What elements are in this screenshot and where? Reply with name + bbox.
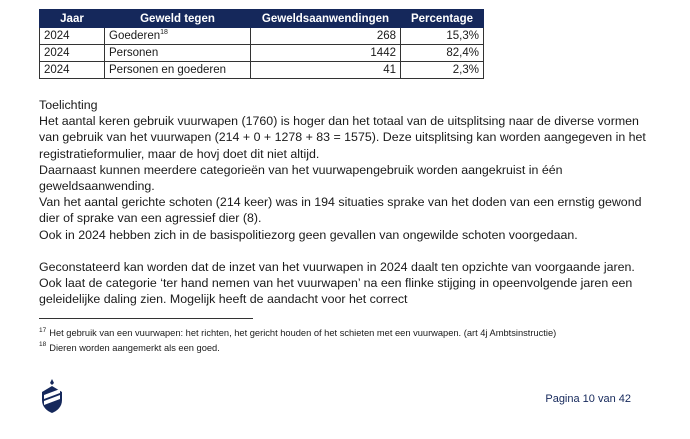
footnote-ref: 18 <box>160 29 168 37</box>
page-number: Pagina 10 van 42 <box>545 393 631 405</box>
footnotes <box>39 326 679 355</box>
footnote-text: Het gebruik van een vuurwapen: het richten, het gericht houden of het schieten met een vuurwapen. (art 4j Ambtsinstructie) <box>49 328 557 338</box>
header-geweldsaanwendingen: Geweldsaanwendingen <box>251 10 401 28</box>
cell-percentage: 82,4% <box>401 45 484 62</box>
paragraph: Ook in 2024 hebben zich in de basispolitiezorg geen gevallen van ongewilde schoten voorgedaan. <box>39 227 578 242</box>
footnote-number: 18 <box>39 341 47 349</box>
cell-aanwendingen: 1442 <box>251 45 401 62</box>
paragraph: Geconstateerd kan worden dat de inzet van het vuurwapen in 2024 daalt ten opzichte van voorgaande jaren. Ook laat de categorie ‘ter hand nemen van het vuurwapen’ na een flinke stijging in opeenvolgende jaren een geleidelijke daling zien. Mogelijk heeft de aandacht voor het correct <box>39 259 635 307</box>
table-header-row <box>40 10 484 28</box>
table-row <box>40 28 484 45</box>
header-geweld-tegen: Geweld tegen <box>105 10 251 28</box>
body-text <box>39 97 659 307</box>
table-row <box>40 62 484 79</box>
cell-geweld-tegen-text: Goederen <box>109 30 161 42</box>
cell-jaar: 2024 <box>40 62 105 79</box>
cell-geweld-tegen <box>105 28 251 45</box>
cell-aanwendingen: 41 <box>251 62 401 79</box>
geweld-table <box>39 9 484 79</box>
table-row <box>40 45 484 62</box>
paragraph: Het aantal keren gebruik vuurwapen (1760) is hoger dan het totaal van de uitsplitsing naar de diverse vormen van gebruik van het vuurwapen (214 + 0 + 1278 + 83 = 1575). Deze uitsplitsing kan worden aangegeven in het registratieformulier, maar de hovj doet dit niet altijd. <box>39 114 646 161</box>
section-heading: Toelichting <box>39 98 98 112</box>
paragraph: Van het aantal gerichte schoten (214 keer) was in 194 situaties sprake van het doden van een ernstig gewond dier of sprake van een agressief dier (8). <box>39 195 642 226</box>
paragraph: Daarnaast kunnen meerdere categorieën van het vuurwapengebruik worden aangekruist in één geweldsaanwending. <box>39 162 563 194</box>
cell-geweld-tegen: Personen en goederen <box>105 62 251 79</box>
cell-aanwendingen: 268 <box>251 28 401 45</box>
footnote-item <box>39 341 679 356</box>
cell-geweld-tegen: Personen <box>105 45 251 62</box>
cell-percentage: 15,3% <box>401 28 484 45</box>
footnote-text: Dieren worden aangemerkt als een goed. <box>49 342 220 353</box>
footnote-number: 17 <box>39 326 47 334</box>
footnote-item <box>39 326 679 341</box>
footnote-divider <box>39 318 253 319</box>
header-percentage: Percentage <box>401 10 484 28</box>
police-logo-icon <box>38 378 66 414</box>
cell-jaar: 2024 <box>40 45 105 62</box>
cell-percentage: 2,3% <box>401 62 484 79</box>
header-jaar: Jaar <box>40 10 105 28</box>
cell-jaar: 2024 <box>40 28 105 45</box>
